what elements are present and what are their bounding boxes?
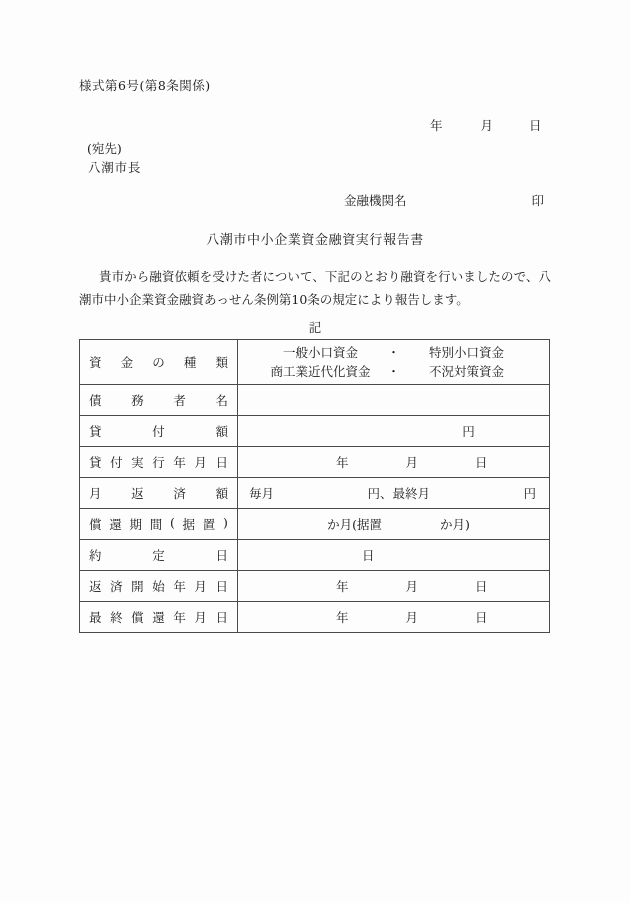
loan-amount-unit: 円	[462, 424, 475, 439]
row-label-agreed-day	[80, 540, 238, 571]
repayment-start-day: 日	[475, 579, 488, 594]
label-char: 終	[110, 610, 123, 625]
addressee-name: 八潮市長	[88, 160, 142, 175]
label-char: 定	[152, 548, 165, 563]
label-char: 類	[215, 355, 228, 370]
label-char: 年	[173, 455, 186, 470]
label-char: 実	[131, 455, 144, 470]
label-char: 金	[120, 355, 134, 370]
execution-date-day: 日	[475, 455, 488, 470]
label-char: 返	[89, 579, 102, 594]
label-char: 月	[89, 486, 102, 501]
label-char: 種	[183, 355, 197, 370]
institution-label: 金融機関名	[344, 193, 407, 208]
label-char: 開	[131, 579, 144, 594]
row-label-repayment-period	[80, 509, 238, 540]
ki-heading: 記	[308, 320, 322, 335]
header-date-line	[430, 116, 541, 134]
row-value-debtor-name[interactable]	[238, 385, 550, 416]
debtor-name-field[interactable]	[238, 385, 549, 415]
header-date-year: 年	[430, 118, 443, 133]
row-label-loan-amount	[80, 416, 238, 447]
row-value-agreed-day[interactable]	[238, 540, 550, 571]
label-char: 貸	[89, 455, 102, 470]
row-label-repayment-start	[80, 571, 238, 602]
label-char: 債	[89, 393, 102, 408]
label-char: 行	[152, 455, 165, 470]
agreed-day-unit: 日	[362, 548, 375, 563]
fund-option-special-small[interactable]: 特別小口資金	[428, 344, 504, 360]
label-char: 月	[194, 455, 207, 470]
label-char: 済	[110, 579, 123, 594]
row-label-debtor-name	[80, 385, 238, 416]
monthly-repayment-middle: 円、最終月	[367, 486, 430, 501]
separator-dot: ・	[387, 344, 400, 360]
label-char: 額	[215, 424, 228, 439]
addressee-label: (宛先)	[87, 141, 122, 156]
repayment-start-month: 月	[405, 579, 419, 594]
label-char: 置	[202, 517, 216, 532]
label-char: 還	[109, 517, 122, 532]
label-char: 月	[194, 610, 207, 625]
label-char: 返	[131, 486, 144, 501]
label-char: 済	[173, 486, 186, 501]
table-row-repayment-start	[80, 571, 550, 602]
label-char: 資	[89, 355, 102, 370]
table-row-agreed-day	[80, 540, 550, 571]
label-char: 日	[215, 610, 228, 625]
body-paragraph: 貴市から融資依頼を受けた者について、下記のとおり融資を行いましたので、八潮市中小企業資金融資あっせん条例第10条の規定により報告します。	[79, 269, 551, 308]
row-value-fund-type[interactable]	[238, 340, 550, 385]
label-char: 務	[131, 393, 144, 408]
final-repayment-year: 年	[336, 610, 349, 625]
label-char: 者	[173, 393, 186, 408]
repayment-period-months: か月(据置	[327, 517, 382, 532]
row-value-loan-amount[interactable]	[238, 416, 550, 447]
table-row-monthly-repayment	[80, 478, 550, 509]
label-char: 付	[152, 424, 165, 439]
fund-options-line-2	[265, 362, 523, 381]
fund-options-line-1	[265, 343, 523, 362]
label-char: 償	[89, 517, 102, 532]
execution-date-month: 月	[405, 455, 419, 470]
repayment-start-year: 年	[336, 579, 349, 594]
label-char: 最	[89, 610, 102, 625]
label-char: の	[152, 355, 165, 370]
execution-date-year: 年	[336, 455, 349, 470]
label-char: 年	[173, 610, 186, 625]
fund-option-recession[interactable]: 不況対策資金	[428, 364, 504, 379]
row-label-execution-date	[80, 447, 238, 478]
fund-option-general-small[interactable]: 一般小口資金	[282, 344, 358, 360]
row-value-execution-date[interactable]	[238, 447, 550, 478]
row-label-fund-type	[80, 340, 238, 385]
row-label-monthly-repayment	[80, 478, 238, 509]
page-title: 八潮市中小企業資金融資実行報告書	[206, 233, 424, 248]
table-row-final-repayment	[80, 602, 550, 633]
row-value-monthly-repayment[interactable]	[238, 478, 550, 509]
label-char: )	[223, 515, 228, 530]
label-char: 日	[215, 455, 228, 470]
row-value-repayment-period[interactable]	[238, 509, 550, 540]
monthly-repayment-unit: 円	[523, 486, 536, 501]
label-char: 期	[129, 517, 142, 532]
loan-details-table	[79, 339, 550, 633]
label-char: 名	[215, 393, 228, 408]
repayment-period-deferment: か月)	[440, 517, 470, 532]
label-char: 月	[194, 579, 207, 594]
separator-dot: ・	[387, 364, 400, 379]
label-char: 始	[152, 579, 165, 594]
label-char: 間	[149, 517, 163, 532]
label-char: 貸	[89, 424, 102, 439]
label-char: 日	[215, 548, 228, 563]
row-value-final-repayment[interactable]	[238, 602, 550, 633]
table-row-execution-date	[80, 447, 550, 478]
row-value-repayment-start[interactable]	[238, 571, 550, 602]
label-char: 償	[131, 610, 144, 625]
table-row-fund-type	[80, 340, 550, 385]
table-row-loan-amount	[80, 416, 550, 447]
header-date-day: 日	[528, 118, 542, 133]
label-char: 日	[215, 579, 228, 594]
label-char: (	[169, 515, 175, 530]
form-code: 様式第6号(第8条関係)	[79, 78, 211, 93]
label-char: 年	[173, 579, 186, 594]
final-repayment-month: 月	[405, 610, 419, 625]
institution-row	[344, 191, 544, 209]
table-row-debtor-name	[80, 385, 550, 416]
header-date-month: 月	[480, 118, 493, 133]
table-row-repayment-period	[80, 509, 550, 540]
label-char: 付	[110, 455, 123, 470]
seal-mark: 印	[531, 193, 544, 208]
fund-option-modernization[interactable]: 商工業近代化資金	[270, 364, 371, 379]
label-char: 据	[182, 517, 196, 532]
label-char: 額	[215, 486, 228, 501]
label-char: 約	[89, 548, 102, 563]
row-label-final-repayment	[80, 602, 238, 633]
monthly-repayment-every-month: 毎月	[249, 486, 275, 501]
final-repayment-day: 日	[475, 610, 488, 625]
label-char: 還	[152, 610, 165, 625]
